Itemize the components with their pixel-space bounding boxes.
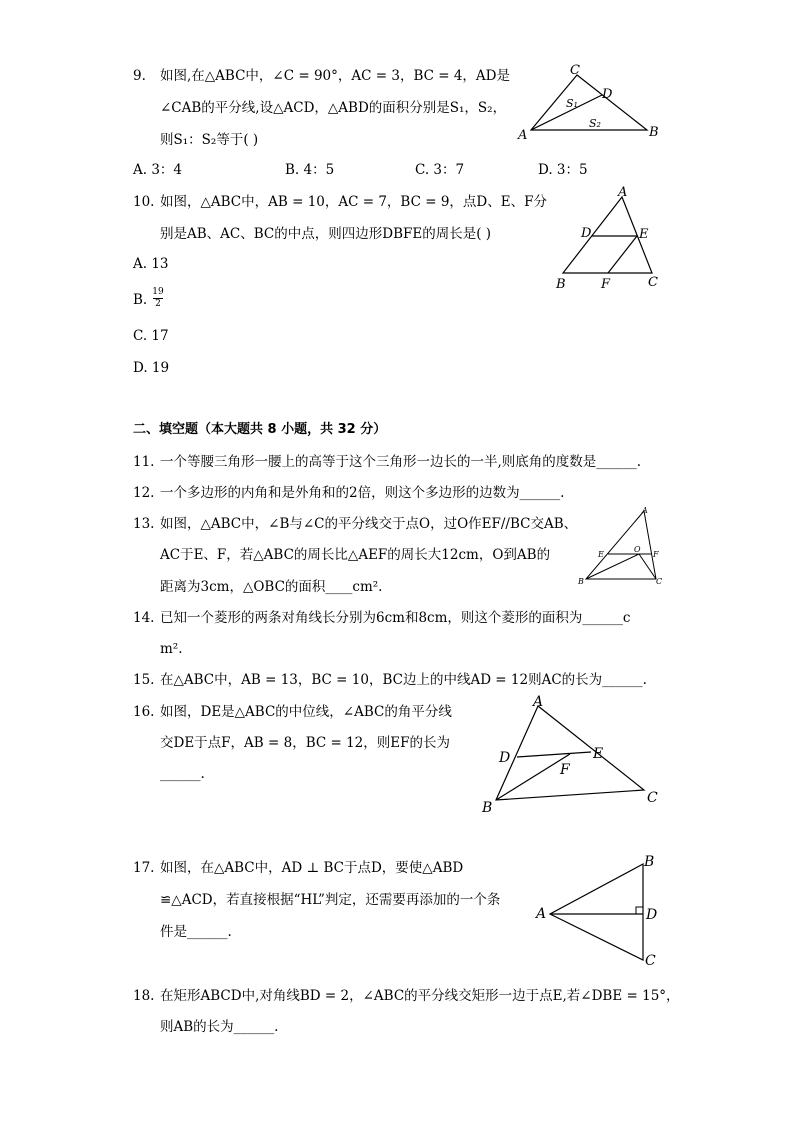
question-text-line: AC于E、F，若△ABC的周长比△AEF的周长大12cm，O到AB的	[160, 547, 551, 563]
triangle-figure-q10	[548, 185, 668, 295]
midline-ef	[608, 236, 637, 273]
label-d: D	[602, 87, 613, 102]
question-text-line: 交DE于点F，AB = 8，BC = 12，则EF的长为	[160, 735, 450, 751]
right-angle-mark	[636, 907, 643, 914]
label-f: F	[653, 550, 659, 559]
question-text-line: ∠CAB的平分线,设△ACD，△ABD的面积分别是S₁，S₂，	[160, 100, 507, 116]
question-number: 9.	[133, 68, 146, 84]
option-b[interactable]: B. 4：5	[285, 162, 335, 178]
question-text-line: 距离为3cm，△OBC的面积____cm².	[160, 579, 383, 595]
label-d: D	[581, 226, 592, 241]
option-c[interactable]: C. 3：7	[415, 162, 465, 178]
triangle-abc	[550, 864, 643, 960]
midline-de	[517, 752, 591, 757]
question-18-text: 则AB的长为______.	[160, 1019, 279, 1035]
question-number: 16.	[133, 704, 155, 720]
question-text-line: 如图,在△ABC中，∠C = 90°，AC = 3，BC = 4，AD是	[160, 68, 511, 84]
label-c: C	[648, 275, 658, 290]
option-a[interactable]: A. 3：4	[133, 162, 183, 178]
line-bo	[586, 554, 639, 579]
label-e: E	[598, 550, 604, 559]
option-d[interactable]: D. 3：5	[538, 162, 588, 178]
label-c: C	[645, 953, 656, 969]
question-18-text: 在矩形ABCD中,对角线BD = 2，∠ABC的平分线交矩形一边于点E,若∠DBE = 15°，	[160, 988, 680, 1004]
option-c[interactable]: C. 17	[133, 328, 169, 344]
question-number: 12.	[133, 485, 155, 501]
fraction-denominator: 2	[155, 299, 161, 309]
option-d[interactable]: D. 19	[133, 360, 170, 376]
question-text-line: 则S₁：S₂等于( )	[160, 132, 259, 148]
question-number: 17.	[133, 860, 155, 876]
question-text-line: ≌△ACD，若直接根据“HL”判定，还需要再添加的一个条	[160, 892, 501, 908]
section-title: 二、填空题（本大题共 8 小题，共 32 分）	[133, 422, 387, 437]
question-text-line: 如图，DE是△ABC的中位线，∠ABC的角平分线	[160, 704, 452, 720]
option-b[interactable]: B.	[133, 292, 148, 308]
question-number: 11.	[133, 454, 155, 470]
label-c: C	[647, 790, 658, 806]
label-b: B	[556, 277, 566, 292]
question-text-line: ______.	[160, 766, 205, 782]
question-number: 18.	[133, 988, 155, 1004]
label-b: B	[578, 577, 584, 586]
question-text-line: 别是AB、AC、BC的中点，则四边形DBFE的周长是( )	[160, 226, 492, 242]
triangle-figure-q17	[532, 850, 667, 970]
label-d: D	[499, 750, 511, 766]
question-14-text: m².	[160, 641, 183, 657]
label-e: E	[639, 227, 649, 242]
label-a: A	[536, 906, 547, 922]
label-s1: S₁	[566, 97, 578, 110]
question-11-text: 一个等腰三角形一腰上的高等于这个三角形一边长的一半,则底角的度数是______.	[160, 454, 642, 470]
question-12-text: 一个多边形的内角和是外角和的2倍，则这个多边形的边数为______.	[160, 485, 565, 501]
label-b: B	[644, 854, 655, 870]
label-c: C	[570, 63, 580, 78]
label-f: F	[560, 762, 570, 778]
question-15-text: 在△ABC中，AB = 13，BC = 10，BC边上的中线AD = 12则AC的长为______.	[160, 672, 647, 688]
question-text-line: 如图，△ABC中，AB = 10，AC = 7，BC = 9，点D、E、F分	[160, 194, 547, 210]
triangle-figure-q13	[576, 505, 668, 587]
question-number: 10.	[133, 194, 155, 210]
question-text-line: 如图，△ABC中，∠B与∠C的平分线交于点O，过O作EF//BC交AB、	[160, 516, 578, 532]
label-d: D	[646, 907, 658, 923]
label-c: C	[656, 577, 663, 586]
label-a: A	[533, 694, 544, 710]
triangle-figure-q9	[510, 60, 670, 145]
triangle-figure-q16	[480, 692, 670, 817]
question-number: 13.	[133, 516, 155, 532]
label-f: F	[601, 277, 611, 292]
fraction-numerator: 19	[152, 287, 164, 297]
label-b: B	[649, 125, 659, 140]
question-number: 15.	[133, 672, 155, 688]
label-a: A	[642, 506, 648, 515]
question-text-line: 如图，在△ABC中，AD ⊥ BC于点D，要使△ABD	[160, 860, 464, 876]
label-a: A	[618, 185, 628, 200]
option-a[interactable]: A. 13	[133, 256, 169, 272]
label-e: E	[593, 746, 604, 762]
label-s2: S₂	[589, 117, 601, 130]
triangle-abc	[586, 511, 656, 579]
label-b: B	[482, 800, 493, 816]
question-text-line: 件是______.	[160, 924, 232, 940]
question-number: 14.	[133, 610, 155, 626]
label-a: A	[518, 128, 528, 143]
question-14-text: 已知一个菱形的两条对角线长分别为6cm和8cm，则这个菱形的面积为______c	[160, 610, 631, 626]
label-o: O	[634, 545, 641, 554]
